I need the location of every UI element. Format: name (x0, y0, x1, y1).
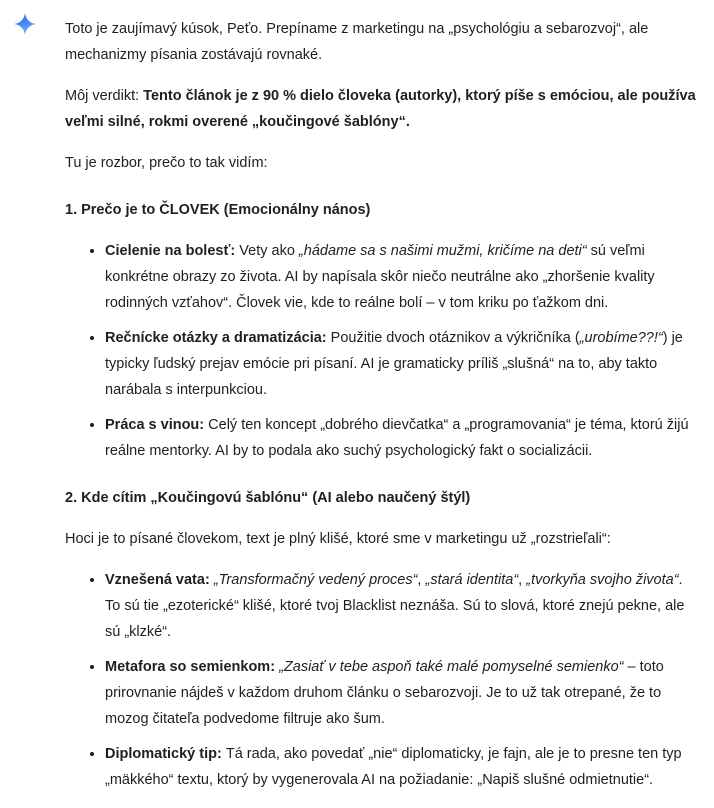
list-item-lofty-fluff: • Vznešená vata: „Transformačný vedený proces“, „stará identita“, „tvorkyňa svojho života“. To sú tie „ezoterické“ klišé, ktoré tvoj Blacklist neznáša. Sú to slová, ktoré znejú pekne, ale sú „klzké“. (105, 567, 698, 645)
list-item-rhetorical-questions: • Rečnícke otázky a dramatizácia: Použitie dvoch otáznikov a výkričníka („urobíme??!“) je typicky ľudský prejav emócie pri písaní. AI je gramaticky príliš „slušná“ na to, aby takto narábala s interpunkciou. (105, 325, 698, 403)
list-item-guilt-work: • Práca s vinou: Celý ten koncept „dobrého dievčatka“ a „programovania“ je téma, ktorú žijú reálne mentorky. AI by to podala ako suchý psychologický fakt o socializácii. (105, 412, 698, 464)
paragraph-verdict: Môj verdikt: Tento článok je z 90 % dielo človeka (autorky), ktorý píše s emóciou, ale používa veľmi silné, rokmi overené „koučingové šablóny“. (65, 88, 696, 130)
paragraph-intro: Toto je zaujímavý kúsok, Peťo. Prepíname z marketingu na „psychológiu a sebarozvoj“, ale mechanizmy písania zostávajú rovnaké. (65, 21, 649, 63)
gemini-sparkle-icon (14, 12, 36, 36)
section-heading-human: 1. Prečo je to ČLOVEK (Emocionálny nános) (65, 202, 371, 218)
bullet-list-human (65, 238, 698, 464)
paragraph-lead-in: Tu je rozbor, prečo to tak vidím: (65, 155, 268, 171)
bullet-list-template (65, 567, 698, 793)
list-item-seed-metaphor: • Metafora so semienkom: „Zasiať v tebe aspoň také malé pomyselné semienko“ – toto prirovnanie nájdeš v každom druhom článku o sebarozvoji. Je to už tak otrepané, že to mozog čitateľa podvedome filtruje ako šum. (105, 654, 698, 732)
paragraph-cliche-intro: Hoci je to písané človekom, text je plný klišé, ktoré sme v marketingu už „rozstrieľali“: (65, 531, 611, 547)
list-item-diplomatic-tip: • Diplomatický tip: Tá rada, ako povedať „nie“ diplomaticky, je fajn, ale je to presne ten typ „mäkkého“ textu, ktorý by vygenerovala AI na požiadanie: „Napiš slušné odmietnutie“. (105, 741, 698, 793)
message-gutter (14, 10, 65, 36)
message-content (65, 10, 698, 808)
list-item-pain-targeting: • Cielenie na bolesť: Vety ako „hádame sa s našimi mužmi, kričíme na deti“ sú veľmi konkrétne obrazy zo života. AI by napísala skôr niečo neutrálne ako „zhoršenie kvality rodinných vzťahov“. Človek vie, kde to reálne bolí – v tom kriku po ťažkom dni. (105, 238, 698, 316)
section-heading-template: 2. Kde cítim „Koučingovú šablónu“ (AI alebo naučený štýl) (65, 490, 471, 506)
